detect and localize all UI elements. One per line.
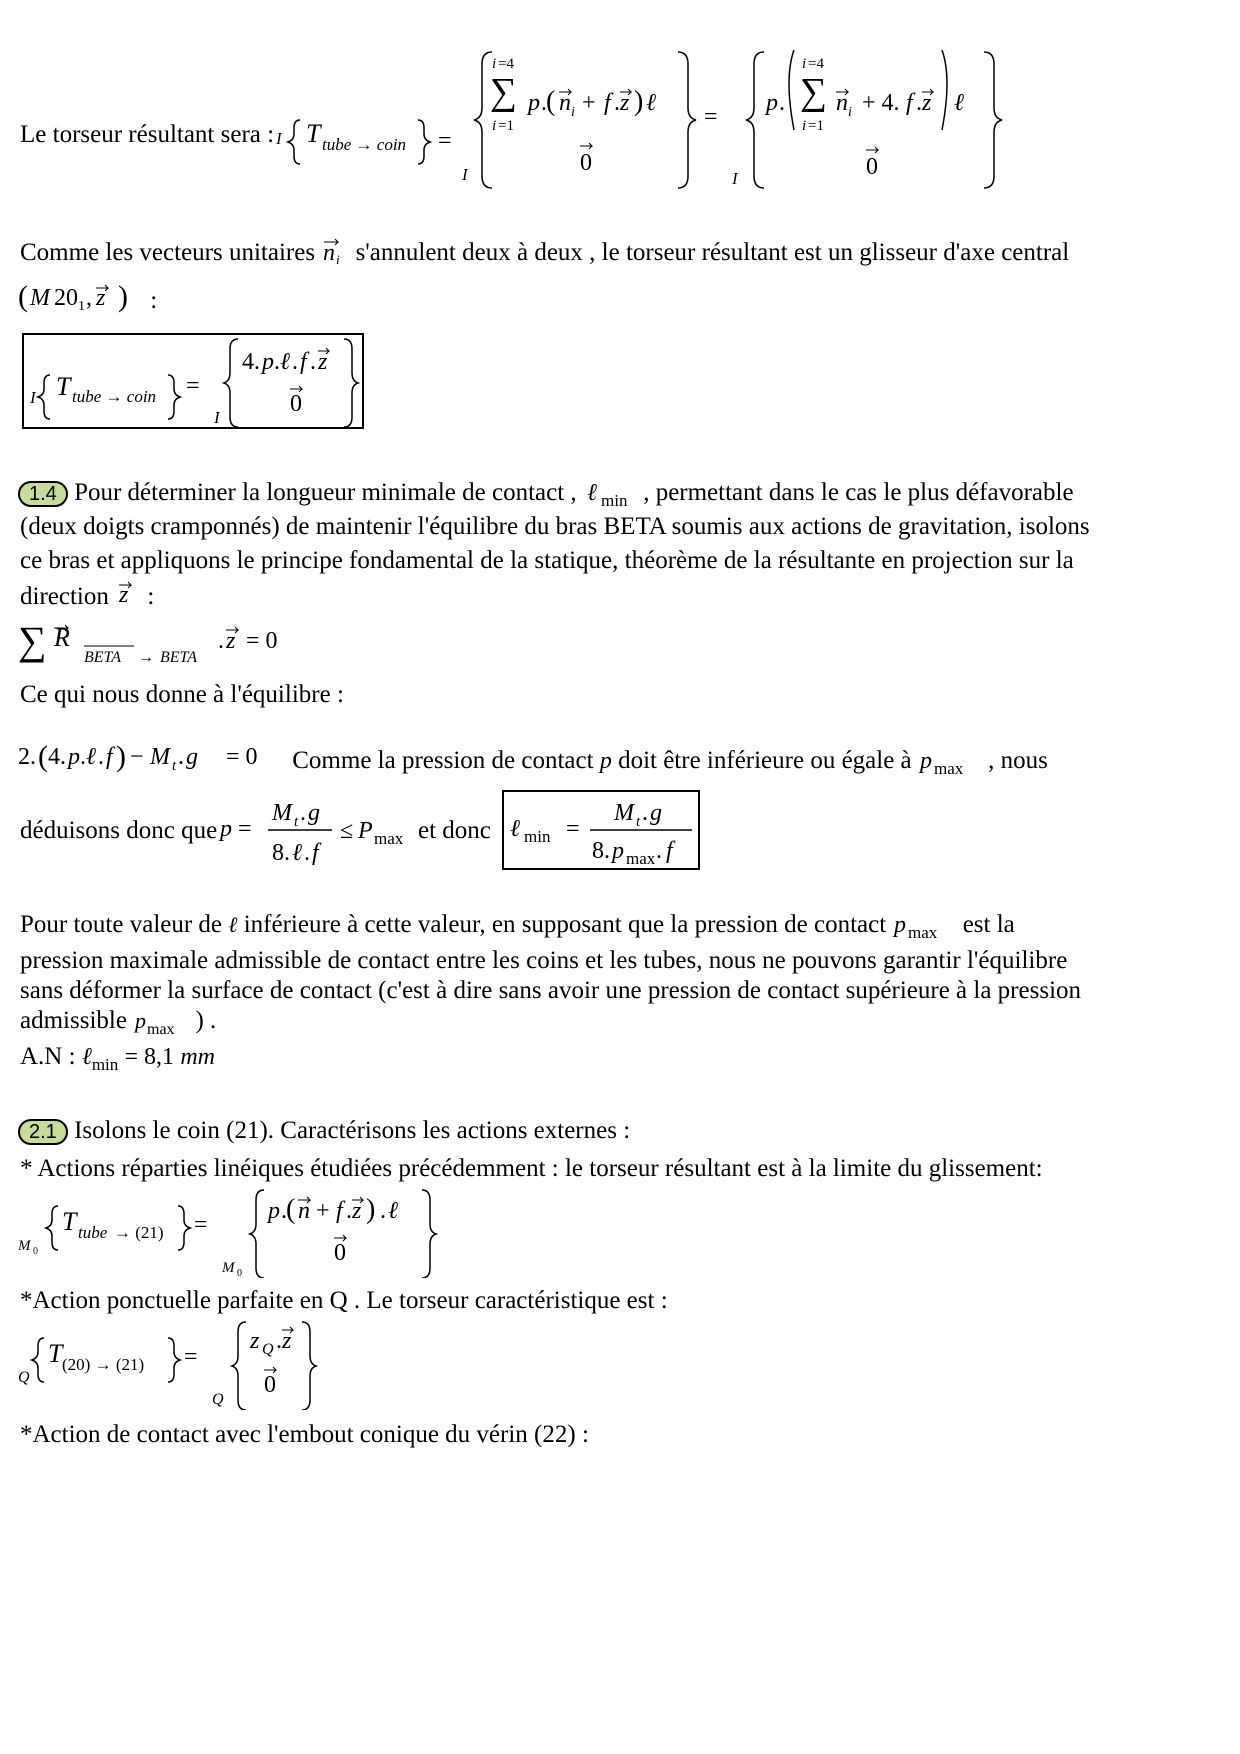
an-l-symbol: ℓ: [81, 1044, 92, 1070]
svg-text:=: =: [438, 128, 452, 154]
svg-text:T: T: [62, 1207, 77, 1236]
svg-text:Q: Q: [212, 1391, 224, 1408]
svg-text:n: n: [323, 240, 336, 266]
svg-text:M: M: [272, 800, 292, 826]
intro-text: Le torseur résultant sera :: [20, 121, 275, 148]
svg-text:8.: 8.: [272, 840, 290, 866]
svg-text:t: t: [172, 758, 177, 774]
svg-text:4.: 4.: [242, 349, 260, 375]
equation-torseur-sum: [270, 40, 1030, 190]
svg-text:z: z: [226, 628, 236, 654]
pmax-symbol: [918, 746, 982, 776]
et-donc-text: et donc: [418, 817, 491, 844]
svg-text:+: +: [316, 1198, 330, 1224]
svg-text:): ): [118, 280, 128, 313]
svg-text:−: −: [130, 744, 144, 770]
svg-text:.: .: [614, 90, 620, 116]
svg-text:T: T: [48, 1339, 63, 1368]
svg-text:→: →: [138, 649, 154, 666]
svg-text:1: 1: [78, 299, 85, 314]
svg-text:p: p: [68, 744, 80, 770]
svg-text:I: I: [214, 408, 220, 427]
svg-text:max: max: [147, 1021, 175, 1036]
svg-text:=: =: [704, 104, 718, 130]
svg-text:(20) → (21): (20) → (21): [62, 1355, 145, 1374]
svg-text:ℓ: ℓ: [954, 90, 964, 116]
svg-text:.: .: [642, 800, 648, 826]
svg-text:I: I: [462, 165, 468, 184]
lmin-symbol: [583, 478, 637, 508]
svg-text:.: .: [218, 628, 224, 654]
svg-text:max: max: [374, 829, 404, 848]
svg-text:ℓ: ℓ: [388, 1198, 398, 1224]
boxed-lmin-formula: [502, 790, 700, 870]
svg-text:i: i: [571, 105, 575, 120]
svg-text:=1: =1: [808, 118, 824, 134]
z-vector-symbol: [115, 580, 137, 608]
svg-text:.: .: [346, 1198, 352, 1224]
svg-text:M: M: [222, 1260, 235, 1276]
svg-text:T: T: [306, 119, 321, 148]
section-1-4-line4: [20, 580, 154, 612]
equilibrium-equation-line: [18, 740, 1048, 776]
svg-text:+: +: [582, 90, 596, 116]
svg-text:g: g: [650, 800, 662, 826]
svg-text:=: =: [184, 1344, 198, 1370]
svg-text:=: =: [566, 816, 580, 842]
unit-vectors-text-b: s'annulent deux à deux , le torseur résultant est un glisseur d'axe central: [355, 239, 1070, 266]
svg-text:+ 4.: + 4.: [862, 90, 900, 116]
svg-text:t: t: [636, 814, 641, 830]
svg-text:= 0: = 0: [226, 744, 258, 770]
svg-text:max: max: [626, 849, 656, 868]
svg-text:.: .: [541, 90, 547, 116]
svg-text:BETA: BETA: [84, 649, 122, 666]
svg-text:p: p: [919, 748, 932, 774]
svg-text:t: t: [294, 814, 299, 830]
svg-text:∑: ∑: [490, 71, 518, 113]
svg-text:i: i: [336, 252, 340, 266]
central-axis-symbol: [18, 280, 140, 316]
svg-text:.: .: [779, 90, 785, 116]
svg-text:i: i: [492, 118, 497, 134]
svg-text:=1: =1: [498, 118, 514, 134]
admissible-text: admissible: [20, 1007, 127, 1034]
svg-text:g: g: [308, 800, 320, 826]
svg-text:tube: tube: [78, 1223, 108, 1242]
svg-text:0: 0: [334, 1240, 346, 1266]
svg-text:): ): [366, 1194, 376, 1225]
an-value: = 8,1: [124, 1044, 175, 1070]
svg-text:.: .: [380, 1198, 386, 1224]
equilibrium-text: Ce qui nous donne à l'équilibre :: [20, 681, 344, 708]
torseur-20-21-equation: [18, 1318, 318, 1410]
svg-text:z: z: [96, 285, 106, 311]
section-4-line1: [20, 910, 1015, 940]
toute-valeur-text-b: inférieure à cette valeur, en supposant que la pression de contact: [243, 911, 887, 938]
svg-text:T: T: [56, 372, 71, 401]
svg-text:): ): [634, 86, 644, 117]
section-1-4-line3: ce bras et appliquons le principe fondamental de la statique, théorème de la résultante en projection sur la: [20, 547, 1074, 574]
svg-text:=4: =4: [808, 56, 824, 72]
svg-text:→ (21): → (21): [114, 1223, 164, 1242]
svg-text:.: .: [916, 90, 922, 116]
svg-text:(: (: [286, 1194, 296, 1225]
question-badge-2-1: 2.1: [18, 1119, 68, 1145]
svg-text:p: p: [528, 90, 540, 116]
svg-text:I: I: [732, 169, 738, 188]
svg-text:z: z: [250, 1328, 260, 1354]
svg-text:z: z: [922, 90, 932, 116]
svg-text:p: p: [268, 1198, 280, 1224]
svg-text:f: f: [666, 838, 673, 864]
svg-text:R: R: [54, 623, 70, 652]
svg-text:2.: 2.: [18, 744, 36, 770]
svg-text:∑: ∑: [800, 71, 828, 113]
svg-text:.: .: [274, 349, 280, 375]
svg-text:.: .: [281, 1198, 287, 1224]
svg-text:M: M: [614, 800, 634, 826]
lmin-intro-text-b: , permettant dans le cas le plus défavorable: [643, 479, 1074, 506]
toute-valeur-text-a: Pour toute valeur de: [20, 911, 223, 938]
svg-text:= 0: = 0: [246, 628, 278, 654]
svg-text:p: p: [612, 838, 624, 864]
pmax-symbol-2: [892, 910, 956, 940]
unit-vectors-text-a: Comme les vecteurs unitaires: [20, 239, 316, 266]
section-4-line4: [20, 1006, 216, 1036]
section-2-1-title: [18, 1116, 630, 1146]
l-symbol: ℓ: [228, 912, 238, 937]
svg-text:min: min: [600, 491, 628, 508]
svg-text:I: I: [30, 388, 36, 407]
svg-text:z: z: [318, 349, 328, 375]
svg-text:20: 20: [54, 285, 78, 311]
svg-text:p: p: [220, 816, 232, 842]
svg-text:(: (: [546, 86, 556, 117]
svg-text:p: p: [766, 90, 778, 116]
an-label: A.N :: [20, 1043, 76, 1070]
admissible-end: ) .: [195, 1007, 217, 1034]
section-4-line2: pression maximale admissible de contact entre les coins et les tubes, nous ne pouvons garantir l'équilibre: [20, 947, 1068, 974]
an-min-subscript: min: [91, 1055, 119, 1074]
ni-vector-symbol: [321, 236, 349, 266]
svg-text:i: i: [492, 56, 497, 72]
svg-text:P: P: [358, 818, 373, 844]
axis-colon: :: [150, 287, 158, 314]
svg-text:.: .: [656, 838, 662, 864]
svg-text:max: max: [908, 923, 938, 940]
svg-text:min: min: [524, 827, 551, 846]
direction-colon: :: [147, 583, 155, 610]
svg-text:i: i: [848, 105, 852, 120]
svg-text:=: =: [186, 373, 200, 399]
svg-text:0: 0: [237, 1268, 242, 1278]
svg-text:0: 0: [264, 1372, 276, 1398]
svg-text:z: z: [352, 1198, 362, 1224]
svg-text:≤: ≤: [340, 818, 354, 844]
svg-text:,: ,: [86, 285, 92, 311]
svg-text:(: (: [18, 280, 28, 313]
svg-text:ℓ: ℓ: [586, 480, 597, 506]
unit-vectors-sentence: [20, 236, 1069, 268]
svg-text:M: M: [30, 285, 50, 311]
svg-text:∑: ∑: [18, 618, 47, 663]
svg-text:p: p: [135, 1008, 147, 1033]
central-axis-line: [18, 280, 157, 316]
svg-text:I: I: [276, 129, 282, 148]
section-1-4-line2: (deux doigts cramponnés) de maintenir l'équilibre du bras BETA soumis aux actions de gravitation, isolons: [20, 513, 1090, 540]
svg-text:Q: Q: [262, 1341, 274, 1358]
svg-text:n: n: [559, 90, 571, 116]
svg-text:4.: 4.: [48, 744, 66, 770]
isolons-coin-text: Isolons le coin (21). Caractérisons les actions externes :: [74, 1117, 631, 1144]
svg-text:max: max: [933, 759, 964, 776]
svg-text:ℓ: ℓ: [86, 744, 96, 770]
resultant-projection-equation: [18, 618, 318, 668]
svg-text:.: .: [310, 349, 316, 375]
pressure-inequality: [214, 790, 418, 870]
svg-text:.: .: [80, 744, 86, 770]
torseur-tube-21-equation: [18, 1186, 448, 1278]
svg-text:f: f: [312, 840, 319, 866]
svg-text:p: p: [894, 912, 907, 938]
svg-text:Q: Q: [18, 1369, 30, 1386]
glisseur-equation: [24, 335, 362, 427]
svg-text:): ): [116, 740, 126, 773]
svg-text:.: .: [304, 840, 310, 866]
svg-text:f: f: [906, 90, 913, 116]
pressure-text-b: doit être inférieure ou égale à: [618, 747, 912, 774]
svg-text:0: 0: [290, 391, 302, 417]
svg-text:n: n: [298, 1198, 310, 1224]
svg-text:z: z: [282, 1328, 292, 1354]
toute-valeur-text-c: est la: [962, 911, 1015, 938]
direction-text: direction: [20, 583, 109, 610]
svg-text:f: f: [300, 349, 307, 375]
numerical-application: [20, 1042, 215, 1080]
section-4-line3: sans déformer la surface de contact (c'est à dire sans avoir une pression de contact supérieure à la pression: [20, 977, 1082, 1004]
svg-text:.: .: [292, 349, 298, 375]
action-contact-verin-text: *Action de contact avec l'embout conique du vérin (22) :: [20, 1421, 589, 1448]
svg-text:.: .: [300, 800, 306, 826]
svg-text:=: =: [194, 1212, 208, 1238]
lmin-formula: [504, 792, 698, 868]
svg-text:tube → coin: tube → coin: [72, 387, 157, 406]
svg-text:ℓ: ℓ: [646, 90, 656, 116]
actions-reparties-text: * Actions réparties linéiques étudiées précédemment : le torseur résultant est à la limite du glissement:: [20, 1155, 1043, 1182]
question-badge-1-4: 1.4: [18, 481, 68, 507]
p-symbol: p: [599, 748, 612, 774]
svg-text:=: =: [238, 816, 252, 842]
svg-text:f: f: [106, 744, 113, 770]
svg-text:(: (: [38, 740, 48, 773]
an-unit: mm: [180, 1044, 215, 1070]
svg-text:i: i: [802, 56, 807, 72]
svg-text:.: .: [98, 744, 104, 770]
svg-text:ℓ: ℓ: [510, 816, 520, 842]
svg-text:0: 0: [33, 1246, 38, 1257]
svg-text:.: .: [276, 1328, 282, 1354]
pmax-symbol-3: [133, 1008, 189, 1036]
svg-text:p: p: [262, 349, 274, 375]
lmin-intro-text: Pour déterminer la longueur minimale de contact ,: [74, 479, 577, 506]
svg-text:f: f: [604, 90, 611, 116]
svg-text:g: g: [186, 744, 198, 770]
svg-text:BETA: BETA: [160, 649, 198, 666]
action-ponctuelle-text: *Action ponctuelle parfaite en Q . Le torseur caractéristique est :: [20, 1287, 668, 1314]
svg-text:M: M: [18, 1238, 31, 1254]
svg-text:M: M: [150, 744, 170, 770]
svg-text:z: z: [119, 582, 129, 608]
equilibrium-equation: [18, 740, 286, 774]
svg-text:tube → coin: tube → coin: [322, 135, 407, 154]
svg-text:=4: =4: [498, 56, 514, 72]
boxed-glisseur-result: [22, 333, 364, 429]
svg-text:ℓ: ℓ: [292, 840, 302, 866]
svg-text:ℓ: ℓ: [280, 349, 290, 375]
svg-text:8.: 8.: [592, 838, 610, 864]
svg-text:z: z: [620, 90, 630, 116]
svg-text:n: n: [836, 90, 848, 116]
svg-text:f: f: [336, 1198, 343, 1224]
section-1-4-line1: [18, 478, 1074, 508]
pressure-text-a: Comme la pression de contact: [292, 747, 594, 774]
pressure-text-c: , nous: [988, 747, 1048, 774]
svg-text:0: 0: [580, 150, 592, 176]
svg-text:.: .: [178, 744, 184, 770]
svg-text:0: 0: [866, 154, 878, 180]
svg-text:i: i: [802, 118, 807, 134]
deduisons-text: déduisons donc que: [20, 817, 218, 844]
